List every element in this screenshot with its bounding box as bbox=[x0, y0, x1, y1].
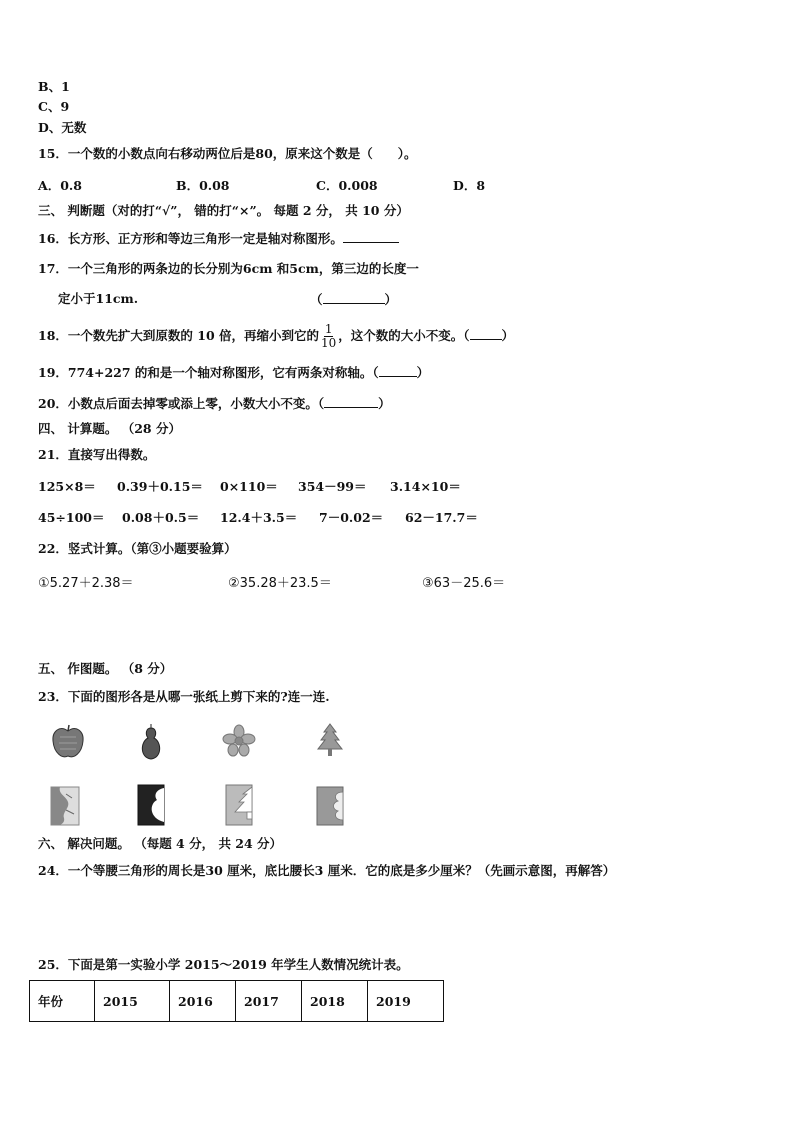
q18-frac-numerator: 1 bbox=[324, 322, 333, 336]
q17-paren-close: ） bbox=[384, 292, 398, 307]
section-6-title: 六、 解决问题。 （每题 4 分， 共 24 分） bbox=[38, 836, 283, 851]
table-header-cell: 年份 bbox=[30, 981, 95, 1022]
q20-answer-blank[interactable] bbox=[324, 395, 378, 408]
q19-line bbox=[38, 364, 429, 381]
table-header-cell: 2019 bbox=[368, 981, 444, 1022]
q18-line bbox=[38, 319, 514, 353]
q19-answer-blank[interactable] bbox=[379, 364, 417, 377]
q17-paren-open: （ bbox=[310, 292, 323, 307]
q18-frac-denominator: 10 bbox=[321, 336, 337, 350]
q16-text: 16．长方形、正方形和等边三角形一定是轴对称图形。 bbox=[38, 231, 343, 246]
pine-tree-icon[interactable] bbox=[316, 722, 344, 758]
q18-fraction bbox=[321, 323, 336, 350]
q18-answer-blank[interactable] bbox=[470, 327, 502, 340]
folded-paper-tree-icon[interactable] bbox=[225, 784, 253, 826]
q21-row2-item: 0.08＋0.5＝ bbox=[122, 510, 200, 525]
q17-text-1: 17．一个三角形的两条边的长分别为6cm 和5cm，第三边的长度一 bbox=[38, 261, 419, 276]
q16-answer-blank[interactable] bbox=[343, 230, 399, 243]
folded-paper-gourd-icon[interactable] bbox=[137, 784, 165, 826]
q18-close: ） bbox=[501, 328, 515, 343]
q20-line bbox=[38, 395, 391, 412]
q17-answer bbox=[310, 291, 397, 308]
folded-paper-flower-icon[interactable] bbox=[316, 786, 344, 826]
q23-stem: 23．下面的图形各是从哪一张纸上剪下来的?连一连. bbox=[38, 689, 330, 704]
q21-row2-item: 62－17.7＝ bbox=[405, 510, 478, 525]
table-header-cell: 2015 bbox=[95, 981, 170, 1022]
section-5-title: 五、 作图题。 （8 分） bbox=[38, 661, 173, 676]
q17-answer-blank[interactable] bbox=[323, 291, 385, 304]
q21-row2-item: 12.4＋3.5＝ bbox=[220, 510, 298, 525]
table-row bbox=[30, 981, 444, 1022]
q15-option-a: A．0.8 bbox=[38, 178, 82, 193]
q15-stem: 15．一个数的小数点向右移动两位后是80，原来这个数是（ ）。 bbox=[38, 146, 417, 161]
q17-text-2: 定小于11cm. bbox=[58, 291, 139, 306]
q19-close: ） bbox=[416, 365, 430, 380]
q15-option-b: B．0.08 bbox=[176, 178, 230, 193]
table-header-cell: 2017 bbox=[236, 981, 302, 1022]
q20-close: ） bbox=[378, 396, 391, 411]
q14-option-c: C、9 bbox=[38, 99, 70, 114]
q21-stem: 21．直接写出得数。 bbox=[38, 447, 156, 462]
q22-item-3: ③63－25.6＝ bbox=[422, 576, 506, 591]
q14-option-b: B、1 bbox=[38, 79, 70, 94]
table-header-cell: 2018 bbox=[302, 981, 368, 1022]
q16-line bbox=[38, 230, 399, 247]
q22-item-2: ②35.28＋23.5＝ bbox=[228, 576, 332, 591]
q20-text: 20．小数点后面去掉零或添上零，小数大小不变。（ bbox=[38, 396, 325, 411]
q19-text: 19．774+227 的和是一个轴对称图形，它有两条对称轴。（ bbox=[38, 365, 379, 380]
apple-icon[interactable] bbox=[50, 723, 86, 761]
q21-row1-item: 0×110＝ bbox=[220, 479, 278, 494]
q24-text: 24．一个等腰三角形的周长是30 厘米，底比腰长3 厘米．它的底是多少厘米？（先画示意图，再解答） bbox=[38, 863, 616, 878]
q25-stem: 25．下面是第一实验小学 2015～2019 年学生人数情况统计表。 bbox=[38, 957, 409, 972]
section-4-title: 四、 计算题。 （28 分） bbox=[38, 421, 181, 436]
gourd-icon[interactable] bbox=[136, 722, 166, 762]
table-header-cell: 2016 bbox=[170, 981, 236, 1022]
q21-row1-item: 125×8＝ bbox=[38, 479, 96, 494]
q21-row1-item: 3.14×10＝ bbox=[390, 479, 461, 494]
q21-row2-item: 7－0.02＝ bbox=[319, 510, 384, 525]
q21-row1-item: 354－99＝ bbox=[298, 479, 367, 494]
section-3-title: 三、 判断题（对的打“√”， 错的打“×”。 每题 2 分， 共 10 分） bbox=[38, 203, 409, 218]
q18-prefix: 18．一个数先扩大到原数的 10 倍，再缩小到它的 bbox=[38, 328, 319, 343]
q18-suffix: ，这个数的大小不变。（ bbox=[338, 328, 470, 343]
q14-option-d: D、无数 bbox=[38, 120, 87, 135]
q15-option-d: D．8 bbox=[453, 178, 486, 193]
flower-icon[interactable] bbox=[222, 724, 256, 758]
q21-row1-item: 0.39＋0.15＝ bbox=[117, 479, 203, 494]
student-count-table bbox=[29, 980, 444, 1022]
q22-item-1: ①5.27＋2.38＝ bbox=[38, 576, 134, 591]
folded-paper-apple-icon[interactable] bbox=[50, 786, 80, 826]
q15-option-c: C．0.008 bbox=[316, 178, 378, 193]
q21-row2-item: 45÷100＝ bbox=[38, 510, 105, 525]
q22-stem: 22．竖式计算。（第③小题要验算） bbox=[38, 541, 237, 556]
